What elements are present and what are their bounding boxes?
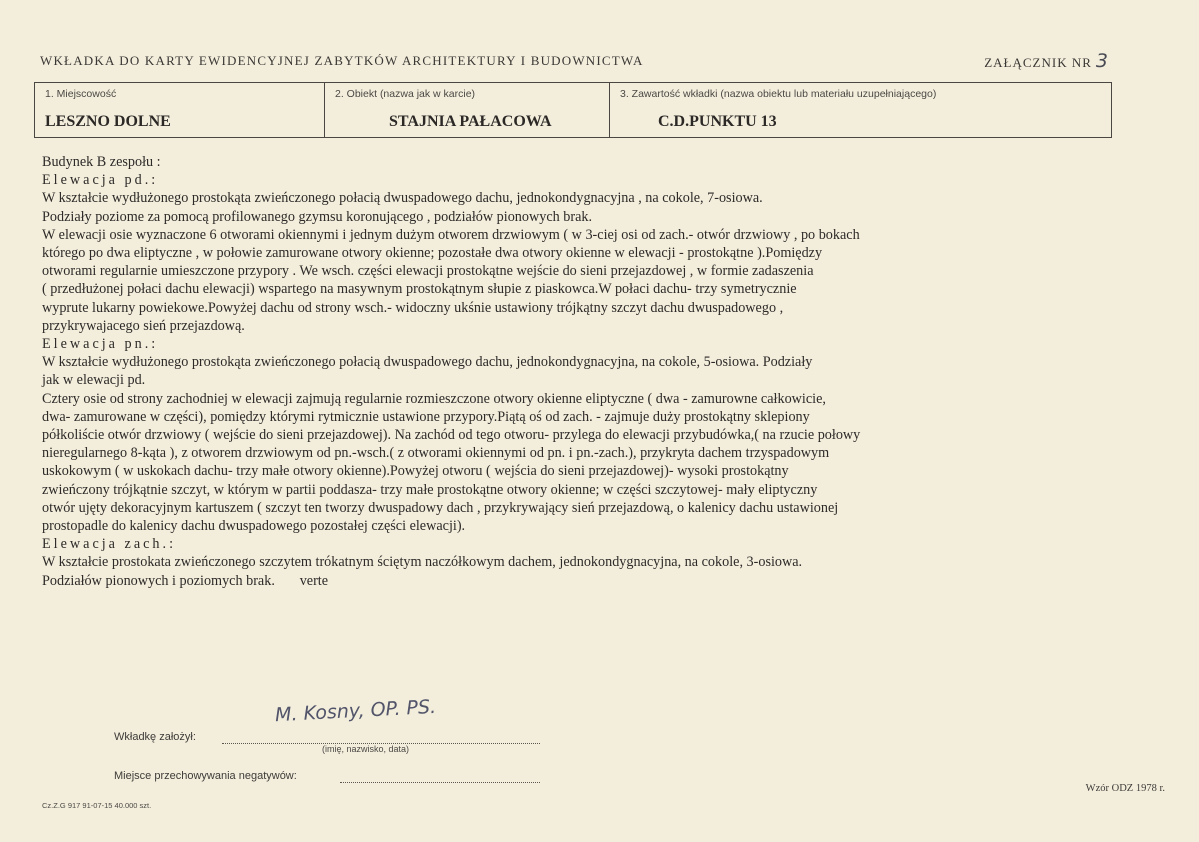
contents-value: C.D.PUNKTU 13 (658, 113, 777, 130)
locality-value: LESZNO DOLNE (45, 113, 171, 130)
text-line: otwór ujęty dekoracyjnym kartuszem ( szczyt ten tworzy dwuspadowy dach , przykrywający sień przejazdową, o kalenicy dachu ustawionej (42, 499, 839, 516)
text-line: wyprute lukarny powiekowe.Powyżej dachu od strony wsch.- widoczny ukśnie ustawiony trójkątny szczyt dachu dwuspadowego , (42, 299, 784, 316)
print-info: Cz.Z.G 917 91-07-15 40.000 szt. (42, 801, 152, 810)
text-line: W elewacji osie wyznaczone 6 otworami okiennymi i jednym dużym otworem drzwiowym ( w 3-ciej osi od zach.- otwór drzwiowy , po bokach (42, 226, 860, 243)
text-line: jak w elewacji pd. (42, 372, 146, 389)
text-line: półkoliście otwór drzwiowy ( wejście do sieni przejazdowej). Na zachód od tego otworu- przylega do elewacji przybudówka,( na rzucie połowy (42, 427, 861, 444)
contents-label: 3. Zawartość wkładki (nazwa obiektu lub materiału uzupełniającego) (620, 88, 937, 100)
description-text (42, 153, 1122, 590)
founder-label: Wkładkę założył: (114, 731, 196, 743)
object-label: 2. Obiekt (nazwa jak w karcie) (335, 88, 476, 100)
locality-label: 1. Miejscowość (45, 88, 117, 100)
text-line: którego po dwa eliptyczne , w połowie zamurowane otwory okienne; pozostałe dwa otwory okienne w elewacji - prostokątne ).Pomiędzy (42, 245, 823, 262)
section-heading-north: Elewacja pn.: (42, 336, 159, 353)
founder-signature: M. Kosny, OP. PS. (274, 695, 437, 727)
annex-label (984, 50, 1109, 72)
text-line: Podziałów pionowych i poziomych brak. verte (42, 572, 329, 589)
text-line: W kształcie prostokata zwieńczonego szczytem trókatnym ściętym naczółkowym dachem, jednokondygnacyjna, na cokole, 3-osiowa. (42, 554, 803, 571)
negatives-dotted-line (340, 782, 540, 783)
text-line: prostopadle do kalenicy dachu dwuspadowego pozostałej części elewacji). (42, 518, 466, 535)
text-line: uskokowym ( w uskokach dachu- trzy małe otwory okienne).Powyżej otworu ( wejścia do sieni przejazdowej)- wysoki prostokątny (42, 463, 789, 480)
text-line: otworami regularnie umieszczone przypory . We wsch. części elewacji prostokątne wejście do sieni przejazdowej , w formie zadaszenia (42, 263, 814, 280)
form-title: WKŁADKA DO KARTY EWIDENCYJNEJ ZABYTKÓW ARCHITEKTURY I BUDOWNICTWA (40, 53, 644, 68)
text-line: przykrywajacego sień przejazdową. (42, 317, 245, 334)
negatives-label: Miejsce przechowywania negatywów: (114, 770, 297, 782)
text-line: nieregularnego 8-kąta ), z otworem drzwiowym od pn.-wsch.( z otworami okiennymi od pn. i pn.-zach.), przykryta dachem trzyspadowym (42, 445, 830, 462)
text-line: zwieńczony trójkątnie szczyt, w którym w partii poddasza- trzy małe prostokątne otwory okienne; w części szczytowej- mały eliptyczny (42, 481, 818, 498)
text-line: Budynek B zespołu : (42, 154, 161, 170)
header-fields-box (34, 82, 1112, 138)
locality-field (35, 83, 325, 137)
text-line: ( przedłużonej połaci dachu elewacji) wspartego na masywnym prostokątnym słupie z piaskowca.W połaci dachu- trzy symetrycznie (42, 281, 797, 298)
text-line: dwa- zamurowane w części), pomiędzy którymi rytmicznie ustawione przypory.Piątą oś od zach. - zajmuje duży prostokątny sklepiony (42, 408, 810, 425)
object-field (325, 83, 610, 137)
text-line: W kształcie wydłużonego prostokąta zwieńczonego połacią dwuspadowego dachu, jednokondygnacyjna , na cokole, 7-osiowa. (42, 190, 763, 207)
object-value: STAJNIA PAŁACOWA (389, 113, 552, 130)
text-line: W kształcie wydłużonego prostokąta zwieńczonego połacią dwuspadowego dachu, jednokondygnacyjna, na cokole, 5-osiowa. Podziały (42, 354, 813, 371)
text-line: Podziały poziome za pomocą profilowanego gzymsu koronującego , podziałów pionowych brak. (42, 208, 593, 225)
annex-number: 3 (1095, 50, 1109, 72)
section-heading-west: Elewacja zach.: (42, 536, 177, 553)
annex-label-text: ZAŁĄCZNIK NR (984, 55, 1092, 70)
contents-field (610, 83, 1111, 137)
text-line: Cztery osie od strony zachodniej w elewacji zajmują regularnie rozmieszczone otwory okienne eliptyczne ( dwa - zamurowne całkowicie, (42, 390, 826, 407)
section-heading-south: Elewacja pd.: (42, 172, 159, 189)
founder-caption: (imię, nazwisko, data) (322, 744, 410, 754)
form-model: Wzór ODZ 1978 r. (1085, 783, 1165, 794)
